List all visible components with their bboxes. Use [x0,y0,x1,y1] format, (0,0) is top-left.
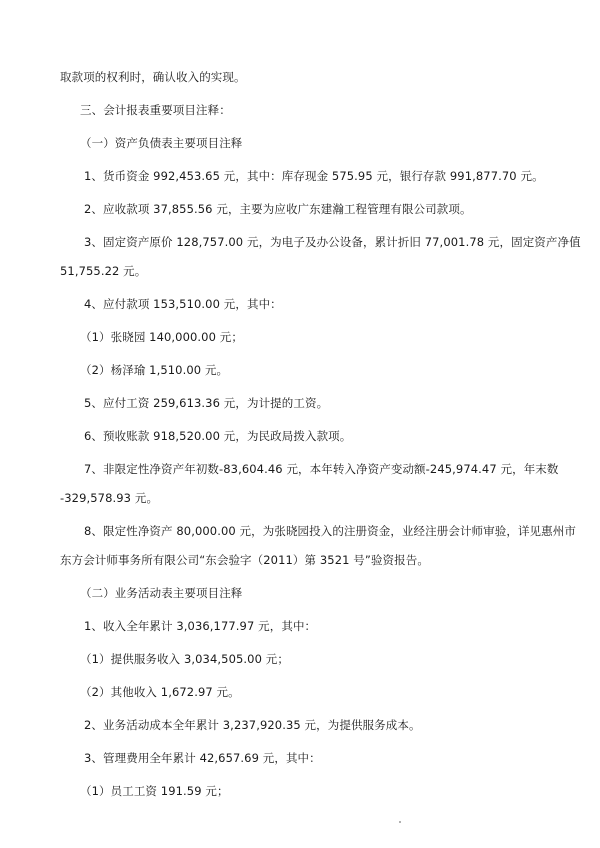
subsection-heading: （一）资产负债表主要项目注释 [80,136,243,150]
text-line: 8、限定性净资产 80,000.00 元，为张晓园投入的注册资金，业经注册会计师审验，详见惠州市 [84,524,576,538]
text-line: 1、货币资金 992,453.65 元，其中：库存现金 575.95 元，银行存款 991,877.70 元。 [84,169,544,183]
text-line: 2、应收款项 37,855.56 元，主要为应收广东建瀚工程管理有限公司款项。 [84,202,472,216]
subsection-heading: （二）业务活动表主要项目注释 [80,586,243,600]
text-line: 东方会计师事务所有限公司“东会验字（2011）第 3521 号”验资报告。 [60,553,429,567]
text-line: （1）提供服务收入 3,034,505.00 元； [80,652,289,666]
text-line: （1）员工工资 191.59 元； [80,784,229,798]
text-line: 7、非限定性净资产年初数-83,604.46 元，本年转入净资产变动额-245,974.47 元，年末数 [84,462,559,476]
text-line: 2、业务活动成本全年累计 3,237,920.35 元，为提供服务成本。 [84,718,421,732]
text-line: 3、管理费用全年累计 42,657.69 元，其中： [84,751,321,765]
text-line: 51,755.22 元。 [60,264,147,278]
text-line: （1）张晓园 140,000.00 元； [80,330,243,344]
text-line: -329,578.93 元。 [60,491,159,505]
section-heading: 三、会计报表重要项目注释： [80,103,231,117]
text-line: 6、预收账款 918,520.00 元，为民政局拨入款项。 [84,429,352,443]
scan-speck [399,821,401,823]
text-line: 4、应付款项 153,510.00 元，其中： [84,297,282,311]
text-line: （2）其他收入 1,672.97 元。 [80,685,240,699]
text-line: 1、收入全年累计 3,036,177.97 元，其中： [84,619,317,633]
text-line: 5、应付工资 259,613.36 元，为计提的工资。 [84,396,329,410]
text-line: 取款项的权利时，确认收入的实现。 [60,70,246,84]
text-line: 3、固定资产原价 128,757.00 元，为电子及办公设备，累计折旧 77,001.78 元，固定资产净值 [84,235,581,249]
text-line: （2）杨泽瑜 1,510.00 元。 [80,363,229,377]
